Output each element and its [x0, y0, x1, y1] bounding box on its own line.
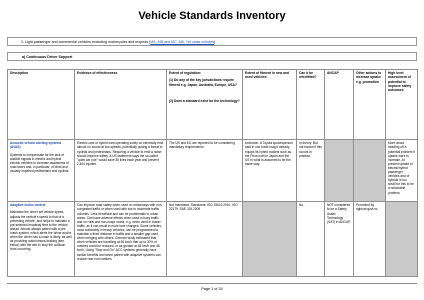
row-name: Acoustic vehicle alerting systems (AVAS)	[10, 141, 62, 150]
page-footer: Page 1 of 34	[201, 287, 223, 291]
row-ancap: NOT considered to be a Safety Assist Technology (SAT) in ANCAP.	[325, 202, 354, 277]
subsection-band: a) Continuous Driver Support	[7, 52, 417, 61]
col-header-retrofit: Can it be retrofitted?	[297, 70, 325, 140]
row-name: Adaptive cruise control	[10, 203, 46, 208]
section-text: Light passenger and commercial vehicles excluding motorcycles and mopeds (	[25, 40, 151, 44]
col-header-evidence: Evidence of effectiveness	[75, 70, 167, 140]
row-fitment	[243, 202, 297, 277]
row-description	[8, 140, 75, 202]
document-title: Vehicle Standards Inventory	[138, 10, 286, 22]
row-evidence: Electric cars or hybrid cars operating solely on electricity emit almost no sound at low speeds, potentially posing a threat to cyclists and pedestrians. Requiring a vehicle to emit a noise should improve safety. A US statement says the so-called "quiet car rule" would save 35 lives each year and prevent 2,400 injuries.	[75, 140, 167, 202]
vehicle-classes-link[interactable]: MA, MB and MC, MD, NA class vehicles	[150, 40, 215, 44]
row-other-actions: Promoted by rightcar.govt.nz	[354, 202, 386, 277]
table-bottom-edge	[7, 283, 417, 284]
row-description-text: Maintains the driver set vehicle speed, adjusts the vehicle's speed to that of a preceding vehicle, and helps to maintain a pre-selected headway time to the vehicle ahead. Almost always paired with a pre-crash system, which alerts the driver and/or when the driver has a crash is likely, as well as providing autonomous braking (see below) with the aim to stop the collision from occurring.	[10, 210, 72, 252]
row-other-actions	[354, 140, 386, 202]
col-header-regulation-label: Extent of regulation:	[169, 71, 202, 76]
section-number: 1.	[21, 40, 24, 44]
row-regulation: Not mandated. Standards: ISO 15622:2010, ISO 22179, SAE J2A 2009	[167, 202, 243, 277]
col-header-regulation-q1: (1) Do any of the key jurisdictions require fitment e.g. Japan, Australia, Europe, USA?	[169, 78, 237, 87]
col-header-regulation	[167, 70, 243, 140]
table-row	[8, 202, 418, 277]
row-assessment	[386, 202, 418, 277]
row-ancap	[325, 140, 354, 202]
col-header-assessment: High level assessment of potential to improve safety outcomes	[386, 70, 418, 140]
col-header-fitment: Extent of fitment in new and used vehicles	[243, 70, 297, 140]
row-retrofit: In theory. But not known if this occurs in practice.	[297, 140, 325, 202]
row-description-text: Systems to compensate for the lack of audible signals in electric and hybrid electric vehicles to increase awareness of road users and, in particular, of blind and visually impaired pedestrians and cyclists.	[10, 152, 70, 173]
row-regulation: The US and EU are reported to be considering mandatory requirements.	[167, 140, 243, 202]
col-header-ancap: ANCAP	[325, 70, 354, 140]
standards-table	[7, 69, 418, 277]
col-header-description: Description	[8, 70, 75, 140]
table-row	[8, 140, 418, 202]
col-header-other-actions: Other actions to increase uptake e.g. promotion	[354, 70, 386, 140]
row-description	[8, 202, 75, 277]
row-assessment: More about heading off a potential problem if uptake were to increase. At present uptake of electric/hybrid passenger vehicles and of hybrids is too small for this to be a noticeable problem.	[386, 140, 418, 202]
row-fitment: Unknown. A Toyota spokesperson said in one trade mag it already equips its hybrid models such as the Prius both in Japan and the US in what is assumed to be the same way.	[243, 140, 297, 202]
col-header-regulation-q2: (2) Does a standard exist for the technology?	[169, 98, 240, 103]
section-tail: )	[214, 40, 216, 44]
row-evidence: Can improve road safety when used on motorways with non-congested traffic or when used with low to moderate traffic volumes. Less beneficial and can be problematic in urban areas. Can have adverse effects when used in busy traffic and on rural and non-major roads, e.g. when used in busier traffic, as it can result in more lane changes. Some vehicles, most noticeably in heavy vehicles, can be programmed to maintain a fixed distance in traffic and a smaller gap used when merging with others. German study estimated that when vehicles are travelling at 60 km/h that up to 30% of crashes could be reduced, or as greater at 48 km/h and 46 km/h. Using "Stop and Go" ACC systems generally have similar benefits and when paired with adaptive systems can reduce rear end crashes.	[75, 202, 167, 277]
row-retrofit: No.	[297, 202, 325, 277]
section-band	[7, 37, 417, 46]
